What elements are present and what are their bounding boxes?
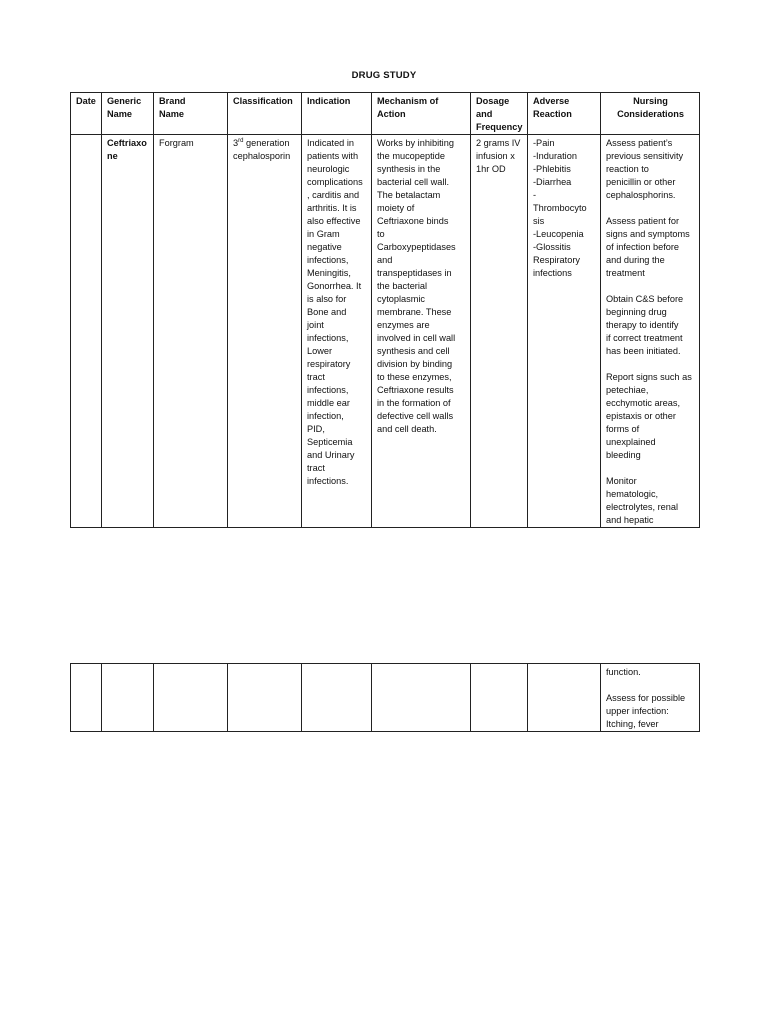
header-date: Date (71, 93, 102, 135)
header-nursing-considerations: Nursing Considerations (601, 93, 700, 135)
cell-adverse-reaction: -Pain -Induration -Phlebitis -Diarrhea - Thrombocyto sis -Leucopenia -Glossitis Respiratory infections (528, 135, 601, 528)
cell-empty (228, 664, 302, 732)
document-title: DRUG STUDY (351, 70, 417, 81)
cell-nursing-considerations: Assess patient’s previous sensitivity reaction to penicillin or other cephalosphorins. Assess patient for signs and symptoms of infection before and during the treatment Obtain C&S before beginning drug therapy to identify if correct treatment has been initiated. Report signs such as petechiae, ecchymotic areas, epistaxis or other forms of unexplained bleeding Monitor hematologic, electrolytes, renal and hepatic (601, 135, 700, 528)
cell-mechanism-of-action: Works by inhibiting the mucopeptide synthesis in the bacterial cell wall. The betalactam moiety of Ceftriaxone binds to Carboxypeptidases and transpeptidases in the bacterial cytoplasmic membrane. These enzymes are involved in cell wall synthesis and cell division by binding to these enzymes, Ceftriaxone results in the formation of defective cell walls and cell death. (372, 135, 471, 528)
cell-generic-name: Ceftriaxo ne (102, 135, 154, 528)
cell-classification (228, 135, 302, 528)
header-mechanism-of-action: Mechanism of Action (372, 93, 471, 135)
cell-empty (154, 664, 228, 732)
cell-date (71, 135, 102, 528)
cell-empty (71, 664, 102, 732)
header-classification: Classification (228, 93, 302, 135)
cell-dosage: 2 grams IV infusion x 1hr OD (471, 135, 528, 528)
cell-indication: Indicated in patients with neurologic complications , carditis and arthritis. It is also effective in Gram negative infections, Meningitis, Gonorrhea. It is also for Bone and joint infections, Lower respiratory tract infections, middle ear infection, PID, Septicemia and Urinary tract infections. (302, 135, 372, 528)
table-row (71, 135, 700, 528)
header-generic-name: Generic Name (102, 93, 154, 135)
cell-nursing-considerations: function. Assess for possible upper infection: Itching, fever (601, 664, 700, 732)
cell-empty (102, 664, 154, 732)
drug-study-table (70, 92, 700, 528)
cell-brand-name: Forgram (154, 135, 228, 528)
classification-superscript: rd (238, 137, 244, 144)
classification-number: 3 (233, 138, 239, 148)
table-row (71, 664, 700, 732)
header-adverse-reaction: Adverse Reaction (528, 93, 601, 135)
cell-empty (528, 664, 601, 732)
table-header-row (71, 93, 700, 135)
cell-empty (471, 664, 528, 732)
drug-study-table-continued (70, 663, 700, 732)
header-dosage-and-frequency: Dosage and Frequency (471, 93, 528, 135)
header-brand-name: Brand Name (154, 93, 228, 135)
cell-empty (302, 664, 372, 732)
header-indication: Indication (302, 93, 372, 135)
classification-text: generation cephalosporin (233, 138, 291, 161)
cell-empty (372, 664, 471, 732)
